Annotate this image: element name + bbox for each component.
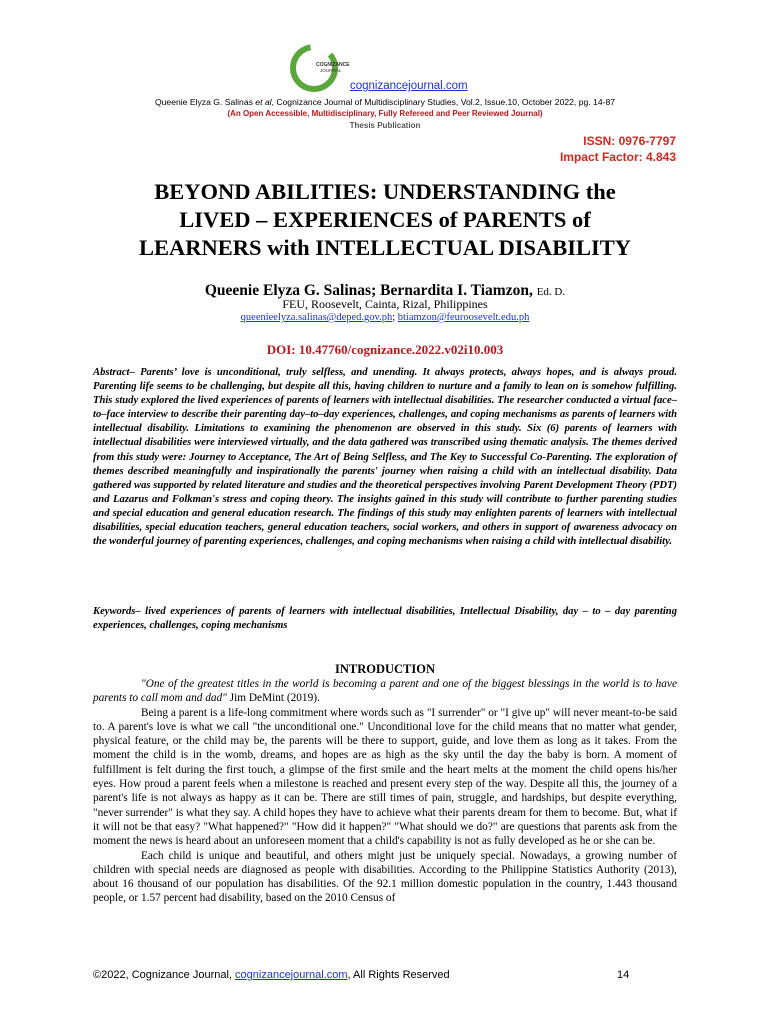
title-line: BEYOND ABILITIES: UNDERSTANDING the <box>154 179 616 204</box>
affiliation: FEU, Roosevelt, Cainta, Rizal, Philippines <box>282 297 488 311</box>
journal-site-link[interactable]: cognizancejournal.com <box>350 80 468 92</box>
body-paragraph: Being a parent is a life-long commitment where words such as "I surrender" or "I give up" will never meant-to-be said to. A parent's love is what we call "the unconditional one." Unconditional love for the child means that no matter what gender, physical feature, or the child may be, the parents will be there to support, guide, and love them as long as it takes. From the moment the child is in the womb, dreams, and hopes are as high as the sky until the day the baby is born. A moment of fulfillment is felt during the first touch, a glimpse of the first smile and the heart melts at the moment the child opens his/her eyes. How proud a parent feels when a milestone is reached and present every step of the way. Despite all this, the journey of a parent's life is not always as happy as it can be. There are still times of pain, struggle, and hardships, but despite everything, "never surrender" is what they say. A child hopes they have to achieve what their parents dream for them to become. But, what if it will not be that easy? "What happened?" "How did it happen?" "What should we do?" are questions that parents ask from the moment the news is heard about an unforeseen moment that a child's capability is not as fully developed as he or she can be. <box>93 706 677 848</box>
email-link-salinas[interactable]: queenieelyza.salinas@deped.gov.ph <box>240 312 393 323</box>
page-number: 14 <box>617 969 630 981</box>
author-emails: queenieelyza.salinas@deped.gov.ph; btiamzon@feuroosevelt.edu.ph <box>240 312 530 323</box>
journal-access-note: (An Open Accessible, Multidisciplinary, Fully Refereed and Peer Reviewed Journal) <box>227 109 543 118</box>
author-degree: Ed. D. <box>536 286 566 298</box>
section-heading-introduction: INTRODUCTION <box>334 662 435 676</box>
email-link-tiamzon[interactable]: btiamzon@feuroosevelt.edu.ph <box>397 312 530 323</box>
keywords: Keywords– lived experiences of parents of learners with intellectual disabilities, Intellectual Disability, day – to – day parenting experiences, challenges, coping mechanisms <box>93 606 677 632</box>
title-line: LIVED – EXPERIENCES of PARENTS of <box>179 207 591 232</box>
citation-line: Queenie Elyza G. Salinas et al, Cognizance Journal of Multidisciplinary Studies, Vol.2, Issue.10, October 2022, pg. 14-87 <box>154 97 616 107</box>
abstract: Abstract– Parents’ love is unconditional, truly selfless, and unending. It always protects, always hopes, and is always proud. Parenting life seems to be challenging, but despite all this, having children to nurture and a family to lean on is somehow fulfilling. This study explored the lived experiences of parents of learners with intellectual disabilities. The researcher conducted a virtual face–to–face interview to describe their parenting day–to–day experiences, challenges, and coping mechanisms as parents of learners with intellectual disability. Limitations to examining the phenomenon are observed in this study. Six (6) parents of learners with intellectual disabilities were interviewed virtually, and the data gathered was transcribed using thematic analysis. The themes derived from this study were: Journey to Acceptance, The Art of Being Selfless, and The Key to Successful Co-Parenting. The exploration of themes described meaningfully and inspirationally the parents' journey when raising a child with an intellectual disability. Data gathered was supported by related literature and studies and the theoretical perspectives involving Parent Development Theory (PDT) and Lazarus and Folkman's stress and coping theory. The insights gained in this study will contribute to further parenting studies and special education and general education research. The findings of this study may enlighten parents of learners with intellectual disabilities, special education teachers, general education teachers, social workers, and others in support of awareness advocacy on the wonderful journey of parenting experiences, challenges, and coping mechanisms when raising a child with intellectual disability. <box>93 367 677 548</box>
publication-type: Thesis Publication <box>349 121 421 130</box>
introduction-body <box>93 677 677 906</box>
article-title <box>60 178 710 262</box>
impact-factor: Impact Factor: 4.843 <box>559 150 676 164</box>
footer-copyright: ©2022, Cognizance Journal, cognizancejournal.com, All Rights Reserved <box>93 969 450 981</box>
title-line: LEARNERS with INTELLECTUAL DISABILITY <box>138 235 632 260</box>
doi: DOI: 10.47760/cognizance.2022.v02i10.003 <box>266 342 504 357</box>
issn: ISSN: 0976-7797 <box>583 134 676 148</box>
logo-text-line1: COGNIZANCE <box>316 62 350 68</box>
logo-text-line2: JOURNAL <box>320 68 342 73</box>
body-paragraph: Each child is unique and beautiful, and others might just be uniquely special. Nowadays, a growing number of children with special needs are diagnosed as people with disabilities. According to the Philippine Statistics Authority (2013), about 16 thousand of our population has disabilities. Of the 92.1 million domestic population in the country, 1.443 thousand people, or 1.57 percent had disability, based on the 2010 Census of <box>93 849 677 905</box>
footer-site-link[interactable]: cognizancejournal.com <box>235 969 348 981</box>
author-list: Queenie Elyza G. Salinas; Bernardita I. Tiamzon, Ed. D. <box>204 282 566 299</box>
epigraph-quote: "One of the greatest titles in the world is becoming a parent and one of the biggest blessings in the world is to have parents to call mom and dad" Jim DeMint (2019). <box>93 678 677 705</box>
